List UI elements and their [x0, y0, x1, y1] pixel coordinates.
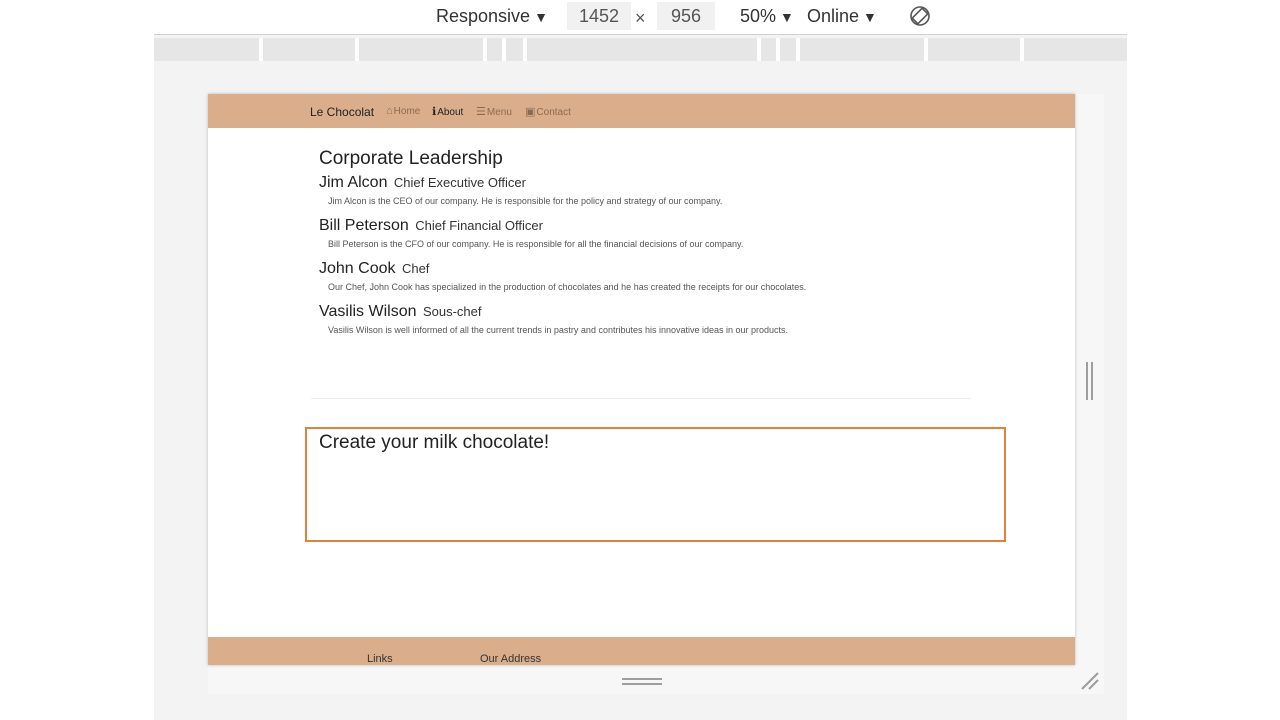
home-icon: ⌂: [386, 105, 393, 117]
nav-home-label: Home: [393, 106, 421, 117]
person-role: Sous-chef: [422, 304, 482, 319]
media-query-segment[interactable]: [761, 38, 776, 61]
chevron-down-icon: ▼: [534, 9, 548, 25]
list-icon: ☰: [476, 106, 486, 118]
person-name: Bill Peterson: [319, 217, 409, 234]
person-role: Chief Executive Officer: [393, 175, 526, 190]
media-query-segment[interactable]: [780, 38, 796, 61]
nav-menu[interactable]: [476, 105, 512, 118]
person-description: Jim Alcon is the CEO of our company. He is responsible for the policy and strategy of our company.: [328, 196, 723, 206]
person-description: Vasilis Wilson is well informed of all the current trends in pastry and contributes his innovative ideas in our products.: [328, 325, 789, 335]
person-name: Vasilis Wilson: [319, 303, 417, 320]
handle-grip-line: [622, 678, 662, 680]
rotate-button[interactable]: [908, 3, 932, 29]
media-query-segment[interactable]: [1024, 38, 1127, 61]
nav-menu-label: Menu: [486, 107, 512, 118]
handle-grip-line: [1091, 362, 1093, 400]
person-role: Chief Financial Officer: [415, 218, 543, 233]
device-select[interactable]: [436, 4, 548, 28]
contact-card-icon: ▣: [525, 106, 536, 118]
media-query-bar: [154, 38, 1127, 61]
viewport-resize-handle-bottom[interactable]: [622, 678, 662, 686]
resize-corner-icon: [1079, 670, 1101, 692]
create-chocolate-title: Create your milk chocolate!: [319, 432, 550, 453]
highlight-box: [305, 427, 1006, 542]
section-divider: [311, 398, 971, 399]
handle-grip-line: [1086, 362, 1088, 400]
media-query-segment[interactable]: [928, 38, 1020, 61]
person-role: Chef: [401, 261, 430, 276]
media-query-segment[interactable]: [506, 38, 523, 61]
leadership-section: [319, 148, 979, 345]
network-throttle-label: Online: [807, 6, 860, 26]
media-query-segment[interactable]: [154, 38, 259, 61]
nav-contact-label: Contact: [536, 107, 571, 118]
person-item: [319, 302, 979, 335]
media-query-segment[interactable]: [263, 38, 355, 61]
zoom-select[interactable]: [740, 4, 794, 28]
devtools-device-emulator: [154, 0, 1127, 720]
emulated-viewport-area: [208, 94, 1104, 694]
person-name: Jim Alcon: [319, 174, 388, 191]
nav-home[interactable]: [386, 105, 420, 117]
nav-about[interactable]: [432, 105, 463, 118]
footer-address-heading: Our Address: [480, 653, 542, 665]
leadership-title: Corporate Leadership: [319, 148, 503, 169]
info-icon: ℹ: [432, 106, 437, 118]
emulated-page: [208, 94, 1075, 665]
rotate-icon: [908, 3, 932, 29]
media-query-segment[interactable]: [527, 38, 757, 61]
nav-contact[interactable]: [525, 105, 571, 118]
handle-grip-line: [622, 683, 662, 685]
viewport-resize-handle-right[interactable]: [1086, 362, 1095, 400]
footer-links-heading: Links: [367, 653, 393, 665]
dimension-separator: ×: [635, 8, 646, 28]
zoom-select-label: 50%: [740, 6, 777, 26]
person-item: [319, 259, 979, 292]
height-input[interactable]: 956: [657, 2, 715, 30]
person-description: Our Chef, John Cook has specialized in the production of chocolates and he has created the receipts for our chocolates.: [328, 282, 807, 292]
viewport-resize-handle-corner[interactable]: [1079, 670, 1101, 692]
person-description: Bill Peterson is the CFO of our company. He is responsible for all the financial decisions of our company.: [328, 239, 744, 249]
width-input[interactable]: 1452: [567, 2, 631, 30]
person-name: John Cook: [319, 260, 396, 277]
person-item: [319, 216, 979, 249]
person-item: [319, 173, 979, 206]
nav-about-label: About: [437, 107, 464, 118]
device-select-label: Responsive: [436, 6, 531, 26]
site-footer: [208, 637, 1075, 665]
device-toolbar: [154, 0, 1127, 35]
media-query-segment[interactable]: [800, 38, 924, 61]
chevron-down-icon: ▼: [863, 9, 877, 25]
media-query-segment[interactable]: [359, 38, 483, 61]
chevron-down-icon: ▼: [780, 9, 794, 25]
site-brand[interactable]: Le Chocolat: [310, 105, 375, 119]
site-navbar: [208, 94, 1075, 128]
network-throttle-select[interactable]: [807, 4, 877, 28]
media-query-segment[interactable]: [487, 38, 502, 61]
